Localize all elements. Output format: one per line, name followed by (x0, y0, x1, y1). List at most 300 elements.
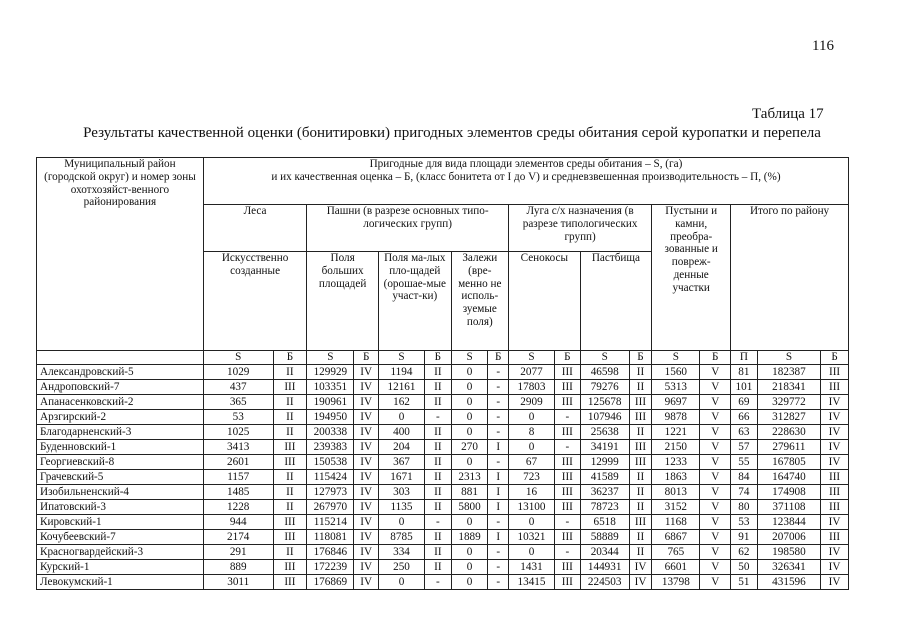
unit-b: Б (700, 351, 731, 365)
table-cell: 20344 (580, 545, 629, 560)
table-cell: 0 (378, 515, 424, 530)
table-cell: IV (354, 530, 379, 545)
table-cell: IV (354, 470, 379, 485)
table-cell: 80 (731, 500, 758, 515)
table-cell: 150538 (307, 455, 354, 470)
table-cell: - (425, 515, 452, 530)
table-cell: III (273, 530, 307, 545)
table-cell: V (700, 575, 731, 590)
table-cell: 123844 (757, 515, 820, 530)
table-cell: 6601 (652, 560, 700, 575)
table-cell: II (425, 440, 452, 455)
table-cell: II (425, 500, 452, 515)
table-cell: 365 (203, 395, 273, 410)
district-name-cell: Александровский-5 (37, 365, 204, 380)
table-cell: 0 (451, 575, 488, 590)
header-units-empty (37, 351, 204, 365)
table-cell: IV (821, 440, 849, 455)
table-cell: III (821, 365, 849, 380)
table-cell: III (273, 455, 307, 470)
table-cell: I (488, 500, 508, 515)
table-caption: Таблица 17 (752, 106, 824, 122)
table-cell: IV (354, 425, 379, 440)
table-cell: 1029 (203, 365, 273, 380)
table-cell: - (488, 425, 508, 440)
district-name-cell: Буденновский-1 (37, 440, 204, 455)
table-cell: I (488, 470, 508, 485)
table-cell: IV (354, 395, 379, 410)
district-name-cell: Левокумский-1 (37, 575, 204, 590)
table-cell: III (555, 395, 581, 410)
table-cell: III (273, 560, 307, 575)
table-cell: III (555, 485, 581, 500)
table-cell: 103351 (307, 380, 354, 395)
table-cell: I (488, 440, 508, 455)
table-cell: II (425, 530, 452, 545)
table-cell: II (629, 545, 652, 560)
table-cell: IV (354, 380, 379, 395)
header-hayfields: Сенокосы (508, 252, 580, 351)
district-name-cell: Благодарненский-3 (37, 425, 204, 440)
table-cell: 0 (451, 395, 488, 410)
table-cell: III (273, 575, 307, 590)
table-cell: 8 (508, 425, 554, 440)
table-cell: 6518 (580, 515, 629, 530)
table-cell: 367 (378, 455, 424, 470)
table-cell: 55 (731, 455, 758, 470)
table-cell: 2313 (451, 470, 488, 485)
table-cell: IV (354, 440, 379, 455)
table-cell: 0 (451, 410, 488, 425)
table-cell: IV (821, 410, 849, 425)
table-cell: IV (821, 545, 849, 560)
table-cell: IV (821, 560, 849, 575)
table-cell: - (488, 395, 508, 410)
table-cell: IV (354, 560, 379, 575)
table-cell: III (273, 515, 307, 530)
table-cell: 0 (451, 545, 488, 560)
table-cell: 51 (731, 575, 758, 590)
table-cell: V (700, 470, 731, 485)
table-cell: 69 (731, 395, 758, 410)
table-cell: 172239 (307, 560, 354, 575)
header-district: Муниципальный район (городской округ) и номер зоны охотхозяйст-венного районирования (37, 158, 204, 351)
unit-s: S (652, 351, 700, 365)
table-cell: V (700, 425, 731, 440)
table-cell: II (629, 365, 652, 380)
table-cell: 67 (508, 455, 554, 470)
table-cell: II (629, 485, 652, 500)
table-cell: 115424 (307, 470, 354, 485)
table-cell: 218341 (757, 380, 820, 395)
table-cell: 25638 (580, 425, 629, 440)
table-cell: IV (821, 515, 849, 530)
table-cell: 303 (378, 485, 424, 500)
table-cell: 204 (378, 440, 424, 455)
table-row (37, 395, 849, 410)
table-cell: 198580 (757, 545, 820, 560)
table-cell: 190961 (307, 395, 354, 410)
header-main (203, 158, 848, 205)
table-body (37, 365, 849, 590)
unit-b: Б (555, 351, 581, 365)
unit-b: Б (629, 351, 652, 365)
unit-b: Б (273, 351, 307, 365)
table-cell: III (555, 455, 581, 470)
table-cell: V (700, 455, 731, 470)
district-name-cell: Грачевский-5 (37, 470, 204, 485)
unit-b: Б (354, 351, 379, 365)
table-cell: II (273, 410, 307, 425)
table-cell: 144931 (580, 560, 629, 575)
table-cell: - (555, 410, 581, 425)
table-cell: - (555, 515, 581, 530)
table-cell: IV (354, 575, 379, 590)
unit-s: S (378, 351, 424, 365)
table-cell: 8785 (378, 530, 424, 545)
table-cell: IV (354, 455, 379, 470)
header-meadows: Луга с/х назначения (в разрезе типологических групп) (508, 205, 651, 252)
table-cell: 53 (731, 515, 758, 530)
table-row (37, 425, 849, 440)
table-row (37, 545, 849, 560)
table-cell: 0 (451, 380, 488, 395)
table-cell: II (425, 365, 452, 380)
header-arable: Пашни (в разрезе основных типо-логических групп) (307, 205, 509, 252)
table-cell: I (488, 485, 508, 500)
table-cell: V (700, 395, 731, 410)
table-cell: 371108 (757, 500, 820, 515)
table-cell: V (700, 560, 731, 575)
table-cell: 1157 (203, 470, 273, 485)
table-cell: - (488, 365, 508, 380)
table-row (37, 365, 849, 380)
header-forest: Леса (203, 205, 306, 252)
table-cell: IV (354, 485, 379, 500)
table-cell: 1560 (652, 365, 700, 380)
table-cell: 182387 (757, 365, 820, 380)
table-cell: 101 (731, 380, 758, 395)
table-cell: - (555, 440, 581, 455)
table-cell: 53 (203, 410, 273, 425)
table-cell: II (629, 530, 652, 545)
district-name-cell: Кочубеевский-7 (37, 530, 204, 545)
table-cell: II (425, 380, 452, 395)
table-cell: 2150 (652, 440, 700, 455)
header-main-line2: и их качественная оценка – Б, (класс бонитета от I до V) и средневзвешенная производительность – П, (%) (271, 170, 781, 183)
table-cell: 1025 (203, 425, 273, 440)
table-cell: 0 (451, 455, 488, 470)
district-name-cell: Курский-1 (37, 560, 204, 575)
table-cell: IV (821, 395, 849, 410)
table-cell: III (555, 500, 581, 515)
table-cell: IV (821, 425, 849, 440)
table-cell: 3413 (203, 440, 273, 455)
table-cell: 326341 (757, 560, 820, 575)
page-number: 116 (812, 38, 834, 54)
district-name-cell: Андроповский-7 (37, 380, 204, 395)
table-cell: V (700, 530, 731, 545)
unit-s: S (203, 351, 273, 365)
table-cell: III (555, 380, 581, 395)
table-cell: 17803 (508, 380, 554, 395)
table-cell: 13100 (508, 500, 554, 515)
table-cell: II (425, 395, 452, 410)
table-cell: 0 (378, 410, 424, 425)
table-cell: 1671 (378, 470, 424, 485)
table-cell: 41589 (580, 470, 629, 485)
table-cell: 0 (451, 560, 488, 575)
table-cell: - (488, 575, 508, 590)
table-cell: 1233 (652, 455, 700, 470)
table-cell: IV (354, 515, 379, 530)
district-name-cell: Апанасенковский-2 (37, 395, 204, 410)
table-cell: 224503 (580, 575, 629, 590)
table-cell: 3152 (652, 500, 700, 515)
table-cell: 12999 (580, 455, 629, 470)
table-cell: 1168 (652, 515, 700, 530)
table-title: Результаты качественной оценки (бонитировки) пригодных элементов среды обитания серой куропатки и перепела (83, 125, 821, 141)
district-name-cell: Георгиевский-8 (37, 455, 204, 470)
table-cell: II (425, 455, 452, 470)
table-row (37, 575, 849, 590)
table-cell: III (555, 425, 581, 440)
table-cell: 1863 (652, 470, 700, 485)
table-row (37, 455, 849, 470)
table-cell: 91 (731, 530, 758, 545)
table-cell: III (629, 440, 652, 455)
table-cell: III (555, 560, 581, 575)
table-cell: III (555, 575, 581, 590)
unit-s: S (307, 351, 354, 365)
table-cell: 270 (451, 440, 488, 455)
table-cell: 250 (378, 560, 424, 575)
table-cell: 62 (731, 545, 758, 560)
table-cell: 0 (451, 365, 488, 380)
table-cell: 8013 (652, 485, 700, 500)
table-cell: 1485 (203, 485, 273, 500)
table-cell: III (629, 515, 652, 530)
table-cell: 162 (378, 395, 424, 410)
table-cell: V (700, 545, 731, 560)
table-cell: 1194 (378, 365, 424, 380)
table-cell: 2174 (203, 530, 273, 545)
table-cell: II (425, 425, 452, 440)
table-row (37, 440, 849, 455)
table-cell: 194950 (307, 410, 354, 425)
table-cell: 889 (203, 560, 273, 575)
table-cell: II (273, 545, 307, 560)
table-cell: III (629, 455, 652, 470)
table-cell: 2909 (508, 395, 554, 410)
table-cell: III (273, 440, 307, 455)
table-cell: - (488, 455, 508, 470)
header-fallow: Залежи (вре-менно не исполь-зуемые поля) (451, 252, 508, 351)
table-cell: 167805 (757, 455, 820, 470)
table-cell: 58889 (580, 530, 629, 545)
table-cell: 10321 (508, 530, 554, 545)
district-name-cell: Красногвардейский-3 (37, 545, 204, 560)
table-cell: II (425, 560, 452, 575)
table-cell: 16 (508, 485, 554, 500)
table-row (37, 410, 849, 425)
table-cell: III (821, 380, 849, 395)
table-cell: 5313 (652, 380, 700, 395)
table-cell: 12161 (378, 380, 424, 395)
table-cell: 400 (378, 425, 424, 440)
table-cell: V (700, 485, 731, 500)
header-total: Итого по району (731, 205, 849, 351)
table-cell: 0 (508, 440, 554, 455)
table-cell: 176846 (307, 545, 354, 560)
header-units-row (37, 351, 849, 365)
table-cell: 0 (451, 515, 488, 530)
table-cell: III (273, 380, 307, 395)
district-name-cell: Ипатовский-3 (37, 500, 204, 515)
table-cell: 1221 (652, 425, 700, 440)
table-cell: 34191 (580, 440, 629, 455)
table-cell: 881 (451, 485, 488, 500)
table-cell: III (629, 410, 652, 425)
table-row (37, 500, 849, 515)
table-cell: 0 (508, 545, 554, 560)
table-cell: 0 (508, 515, 554, 530)
table-cell: 1135 (378, 500, 424, 515)
table-cell: 267970 (307, 500, 354, 515)
table-cell: II (273, 470, 307, 485)
table-cell: II (273, 500, 307, 515)
table-cell: - (488, 410, 508, 425)
table-cell: IV (629, 575, 652, 590)
table-cell: - (555, 545, 581, 560)
table-cell: 176869 (307, 575, 354, 590)
table-cell: V (700, 380, 731, 395)
table-cell: 0 (508, 410, 554, 425)
table-cell: 46598 (580, 365, 629, 380)
table-cell: 431596 (757, 575, 820, 590)
table-cell: 765 (652, 545, 700, 560)
table-cell: 164740 (757, 470, 820, 485)
table-cell: 1431 (508, 560, 554, 575)
table-cell: 6867 (652, 530, 700, 545)
unit-b: Б (425, 351, 452, 365)
table-cell: III (629, 395, 652, 410)
table-cell: III (555, 365, 581, 380)
table-cell: III (821, 485, 849, 500)
table-cell: 0 (451, 425, 488, 440)
table-cell: 57 (731, 440, 758, 455)
table-cell: II (273, 485, 307, 500)
table-cell: II (273, 395, 307, 410)
table-cell: 115214 (307, 515, 354, 530)
table-cell: I (488, 530, 508, 545)
unit-s: S (508, 351, 554, 365)
table-row (37, 380, 849, 395)
table-cell: II (629, 380, 652, 395)
table-cell: - (488, 380, 508, 395)
table-cell: 334 (378, 545, 424, 560)
table-row (37, 485, 849, 500)
table-cell: - (488, 515, 508, 530)
table-cell: 78723 (580, 500, 629, 515)
table-cell: 9878 (652, 410, 700, 425)
table-cell: 84 (731, 470, 758, 485)
table-cell: V (700, 365, 731, 380)
table-cell: II (273, 365, 307, 380)
table-cell: 50 (731, 560, 758, 575)
table-cell: 129929 (307, 365, 354, 380)
table-cell: 2601 (203, 455, 273, 470)
unit-p: П (731, 351, 758, 365)
table-cell: II (425, 545, 452, 560)
header-arable-large: Поля больших площадей (307, 252, 379, 351)
header-main-line1: Пригодные для вида площади элементов среды обитания – S, (га) (369, 158, 683, 170)
table-cell: IV (354, 545, 379, 560)
table-cell: III (821, 530, 849, 545)
table-cell: 200338 (307, 425, 354, 440)
table-cell: 63 (731, 425, 758, 440)
table-cell: II (425, 485, 452, 500)
table-cell: 1228 (203, 500, 273, 515)
table-cell: 5800 (451, 500, 488, 515)
table-row (37, 530, 849, 545)
table-row (37, 560, 849, 575)
table-cell: 118081 (307, 530, 354, 545)
table-cell: 13415 (508, 575, 554, 590)
table-cell: III (555, 530, 581, 545)
table-cell: 36237 (580, 485, 629, 500)
table-cell: - (488, 545, 508, 560)
unit-s: S (757, 351, 820, 365)
table-cell: 1889 (451, 530, 488, 545)
unit-b: Б (821, 351, 849, 365)
table-cell: 329772 (757, 395, 820, 410)
table-cell: 66 (731, 410, 758, 425)
table-cell: II (629, 470, 652, 485)
table-cell: - (488, 560, 508, 575)
table-cell: 107946 (580, 410, 629, 425)
table-cell: II (629, 500, 652, 515)
table-cell: 127973 (307, 485, 354, 500)
header-deserts: Пустыни и камни, преобра-зованные и повреж-денные участки (652, 205, 731, 351)
table-cell: V (700, 500, 731, 515)
table-cell: - (425, 575, 452, 590)
table-cell: IV (821, 575, 849, 590)
table-cell: III (821, 470, 849, 485)
table-cell: 3011 (203, 575, 273, 590)
table-cell: - (425, 410, 452, 425)
table-cell: 9697 (652, 395, 700, 410)
district-name-cell: Изобильненский-4 (37, 485, 204, 500)
table-cell: 239383 (307, 440, 354, 455)
header-pastures: Пастбища (580, 252, 652, 351)
table-cell: V (700, 440, 731, 455)
district-name-cell: Арзгирский-2 (37, 410, 204, 425)
table-cell: 74 (731, 485, 758, 500)
table-cell: 944 (203, 515, 273, 530)
table-cell: IV (629, 560, 652, 575)
table-cell: III (555, 470, 581, 485)
table-cell: 0 (378, 575, 424, 590)
bonitet-table (36, 157, 849, 590)
table-cell: 13798 (652, 575, 700, 590)
header-forest-artificial: Искусственно созданные (203, 252, 306, 351)
table-cell: 437 (203, 380, 273, 395)
table-cell: IV (354, 410, 379, 425)
table-row (37, 515, 849, 530)
table-cell: 312827 (757, 410, 820, 425)
table-cell: II (273, 425, 307, 440)
